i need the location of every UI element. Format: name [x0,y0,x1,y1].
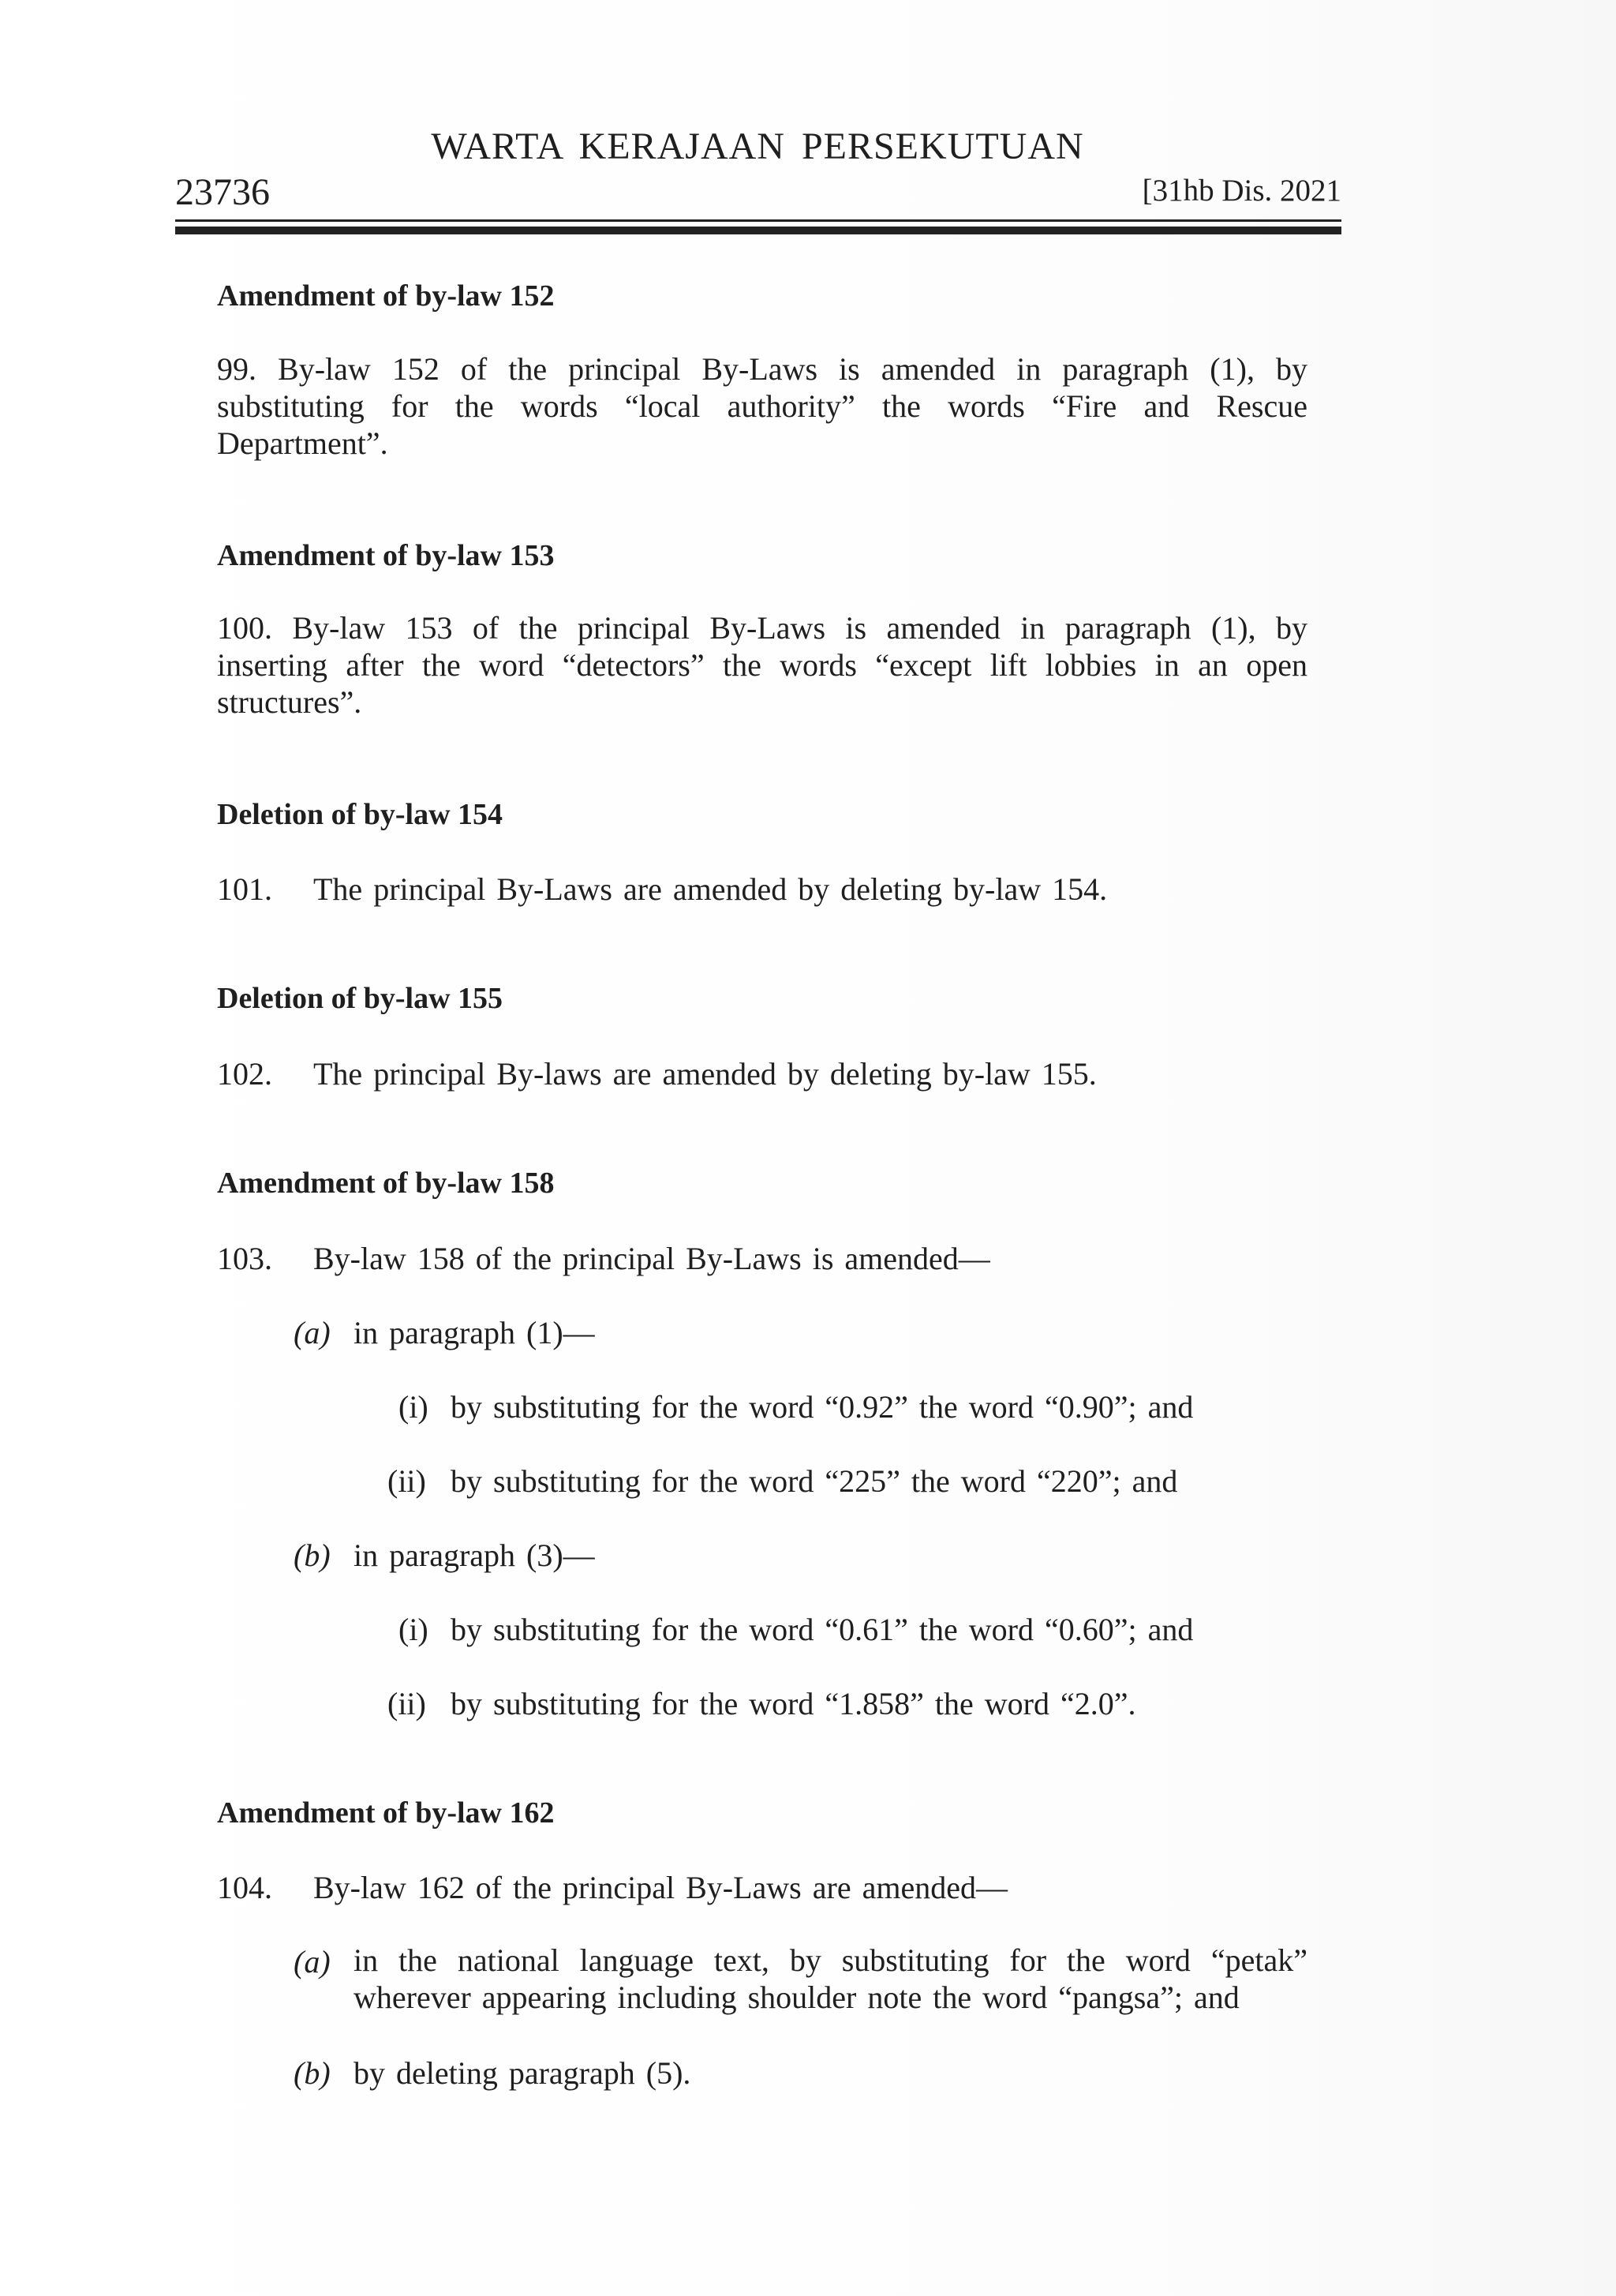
section-heading: Amendment of by-law 158 [217,1167,555,1200]
subitem-text: by substituting for the word “0.92” the word “0.90”; and [451,1389,1194,1425]
subitem-label: (i) [398,1389,428,1425]
section-heading: Amendment of by-law 152 [217,279,555,313]
section-paragraph [217,871,1108,907]
section-number: 101. [217,871,272,907]
item-text: in the national language text, by substituting for the word “petak” wherever appearing including shoulder note the word “pangsa”; and [354,1942,1307,2015]
section-paragraph [217,1058,1097,1090]
item-text: by deleting paragraph (5). [354,2055,691,2091]
section-text: The principal By-Laws are amended by deleting by-law 154. [313,871,1108,907]
section-number: 102. [217,1056,272,1092]
section-paragraph [217,1243,990,1275]
section-text: The principal By-laws are amended by deleting by-law 155. [313,1056,1097,1092]
section-text: By-law 158 of the principal By-Laws is amended— [313,1241,990,1276]
section-number: 104. [217,1870,272,1905]
subitem-label: (i) [398,1612,428,1647]
subitem-text: by substituting for the word “225” the word “220”; and [451,1463,1178,1499]
subitem-text: by substituting for the word “1.858” the word “2.0”. [451,1686,1136,1721]
section-paragraph [217,1872,1008,1904]
item-label: (a) [294,1944,331,1980]
section-heading: Amendment of by-law 162 [217,1796,555,1830]
page-number: 23736 [175,171,270,213]
header-rule-thick [175,227,1341,234]
section-heading: Amendment of by-law 153 [217,539,555,572]
section-paragraph: 99. By-law 152 of the principal By-Laws is amended in paragraph (1), by substituting for the words “local authority” the words “Fire and Rescue Department”. [217,351,1307,461]
issue-date: [31hb Dis. 2021 [1142,174,1341,208]
item-label: (b) [294,2055,331,2091]
item-text: in paragraph (1)— [354,1315,595,1350]
section-heading: Deletion of by-law 155 [217,982,503,1015]
item-label: (b) [294,1538,331,1573]
section-number: 103. [217,1241,272,1276]
subitem-label: (ii) [387,1463,426,1499]
section-text: By-law 162 of the principal By-Laws are amended— [313,1870,1008,1905]
header-rule-thin [175,219,1341,222]
item-label: (a) [294,1315,331,1350]
subitem-text: by substituting for the word “0.61” the word “0.60”; and [451,1612,1194,1647]
item-text: in paragraph (3)— [354,1538,595,1573]
section-paragraph: 100. By-law 153 of the principal By-Laws is amended in paragraph (1), by inserting after the word “detectors” the words “except lift lobbies in an open structures”. [217,610,1307,720]
gazette-title: WARTA KERAJAAN PERSEKUTUAN [431,125,1084,167]
section-heading: Deletion of by-law 154 [217,798,503,831]
subitem-label: (ii) [387,1686,426,1721]
